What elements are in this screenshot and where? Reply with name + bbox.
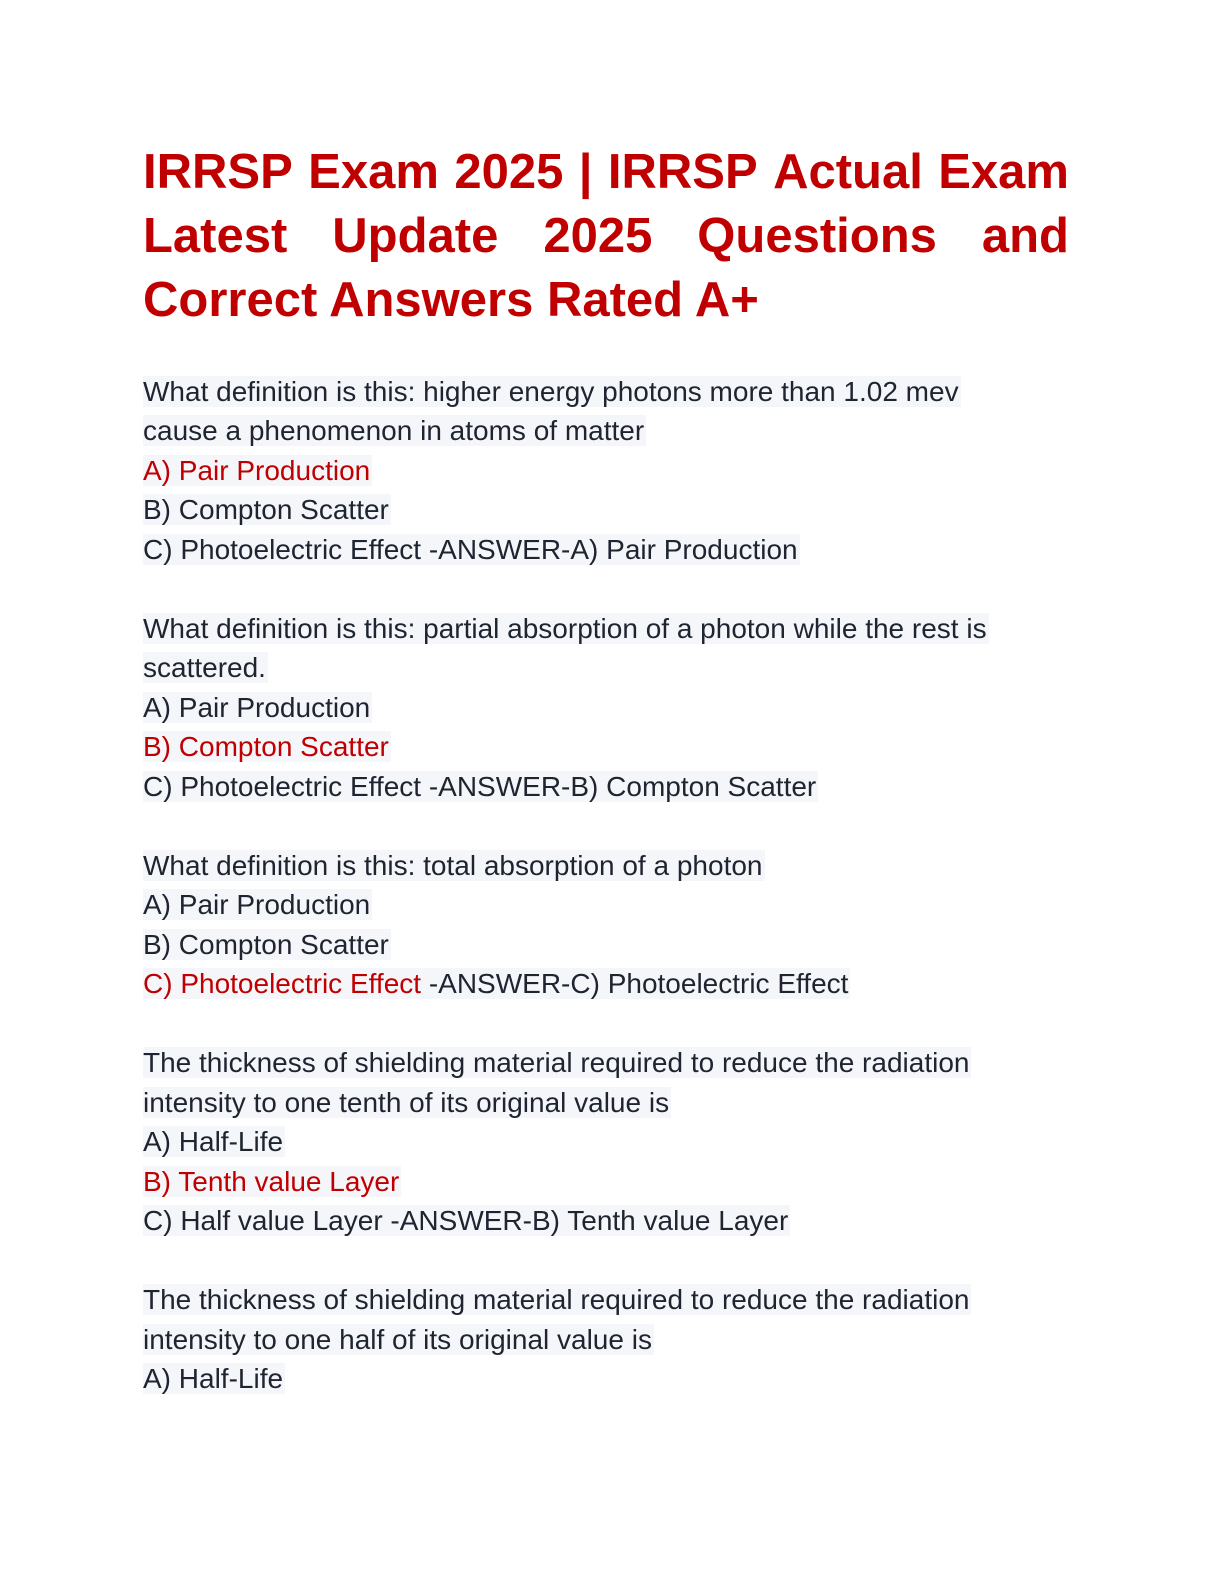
title-word: Questions — [697, 209, 937, 263]
option-label — [143, 889, 372, 920]
option-text: B) Compton Scatter — [143, 928, 389, 960]
question-text-line — [143, 372, 1069, 411]
title-word: Actual — [773, 145, 923, 199]
title-word: IRRSP — [143, 145, 293, 199]
option — [143, 925, 1069, 964]
document-page — [143, 140, 1069, 1439]
option-text: A) Pair Production — [143, 454, 371, 486]
option-label — [143, 1126, 285, 1157]
answer-key: -ANSWER-C) Photoelectric Effect — [421, 968, 849, 1000]
option-text: A) Half-Life — [143, 1363, 284, 1395]
question-text-line — [143, 648, 1069, 687]
title-word: IRRSP — [607, 145, 758, 199]
title-word: | — [578, 145, 593, 199]
question-text: cause a phenomenon in atoms of matter — [143, 415, 645, 447]
question-block — [143, 609, 1069, 806]
title-line-1 — [143, 140, 1069, 204]
option-text: C) Photoelectric Effect — [143, 968, 422, 1000]
option — [143, 1201, 1069, 1240]
option-text: A) Pair Production — [143, 889, 371, 921]
question-block — [143, 372, 1069, 569]
option-label — [143, 494, 391, 525]
title-word: 2025 — [543, 209, 653, 263]
option — [143, 490, 1069, 529]
question-text: scattered. — [143, 652, 266, 684]
question-text-line — [143, 1280, 1069, 1319]
option-correct — [143, 964, 1069, 1003]
option-text: C) Half value Layer — [143, 1205, 383, 1237]
question-text-line — [143, 1083, 1069, 1122]
title-word: 2025 — [454, 145, 564, 199]
option-label — [143, 731, 391, 762]
option-label — [143, 968, 850, 999]
option-label — [143, 1363, 285, 1394]
option-text: A) Half-Life — [143, 1126, 284, 1158]
option-correct — [143, 727, 1069, 766]
option — [143, 1122, 1069, 1161]
title-word: Exam — [938, 145, 1069, 199]
question-text: The thickness of shielding material required to reduce the radiation — [143, 1047, 970, 1079]
title-word: and — [981, 209, 1069, 263]
question-block — [143, 1280, 1069, 1398]
title-word: Update — [332, 209, 499, 263]
option — [143, 688, 1069, 727]
question-text: What definition is this: higher energy photons more than 1.02 mev — [143, 376, 959, 407]
title-word: Exam — [308, 145, 439, 199]
option — [143, 1359, 1069, 1398]
question-text: intensity to one half of its original value is — [143, 1323, 652, 1355]
question-list — [143, 372, 1069, 1399]
question-text: What definition is this: partial absorption of a photon while the rest is — [143, 612, 987, 644]
option-label — [143, 534, 800, 565]
question-text-line — [143, 411, 1069, 450]
question-text-line — [143, 846, 1069, 885]
document-title — [143, 140, 1069, 332]
question-text-line — [143, 1320, 1069, 1359]
option-label — [143, 929, 391, 960]
question-block — [143, 1043, 1069, 1240]
title-line-3 — [143, 268, 1069, 332]
option-correct — [143, 1162, 1069, 1201]
title-line-2 — [143, 204, 1069, 268]
answer-key: -ANSWER-A) Pair Production — [421, 533, 798, 565]
question-text: What definition is this: total absorption of a photon — [143, 849, 763, 881]
question-block — [143, 846, 1069, 1004]
option — [143, 530, 1069, 569]
question-text-line — [143, 1043, 1069, 1082]
option-label — [143, 771, 818, 802]
option-text: B) Compton Scatter — [143, 494, 389, 526]
option-label — [143, 455, 372, 486]
question-text-line — [143, 609, 1069, 648]
title-word: Correct Answers Rated A+ — [143, 273, 759, 327]
option-text: B) Compton Scatter — [143, 731, 389, 763]
option — [143, 885, 1069, 924]
option-label — [143, 692, 372, 723]
question-text: The thickness of shielding material required to reduce the radiation — [143, 1284, 970, 1316]
option-text: A) Pair Production — [143, 691, 371, 723]
option-text: C) Photoelectric Effect — [143, 533, 422, 565]
answer-key: -ANSWER-B) Compton Scatter — [421, 770, 817, 802]
option-label — [143, 1166, 401, 1197]
question-text: intensity to one tenth of its original value is — [143, 1086, 670, 1118]
option-text: B) Tenth value Layer — [143, 1165, 400, 1197]
option-correct — [143, 451, 1069, 490]
option-text: C) Photoelectric Effect — [143, 770, 422, 802]
option — [143, 767, 1069, 806]
answer-key: -ANSWER-B) Tenth value Layer — [382, 1205, 789, 1237]
option-label — [143, 1205, 790, 1236]
title-word: Latest — [143, 209, 288, 263]
